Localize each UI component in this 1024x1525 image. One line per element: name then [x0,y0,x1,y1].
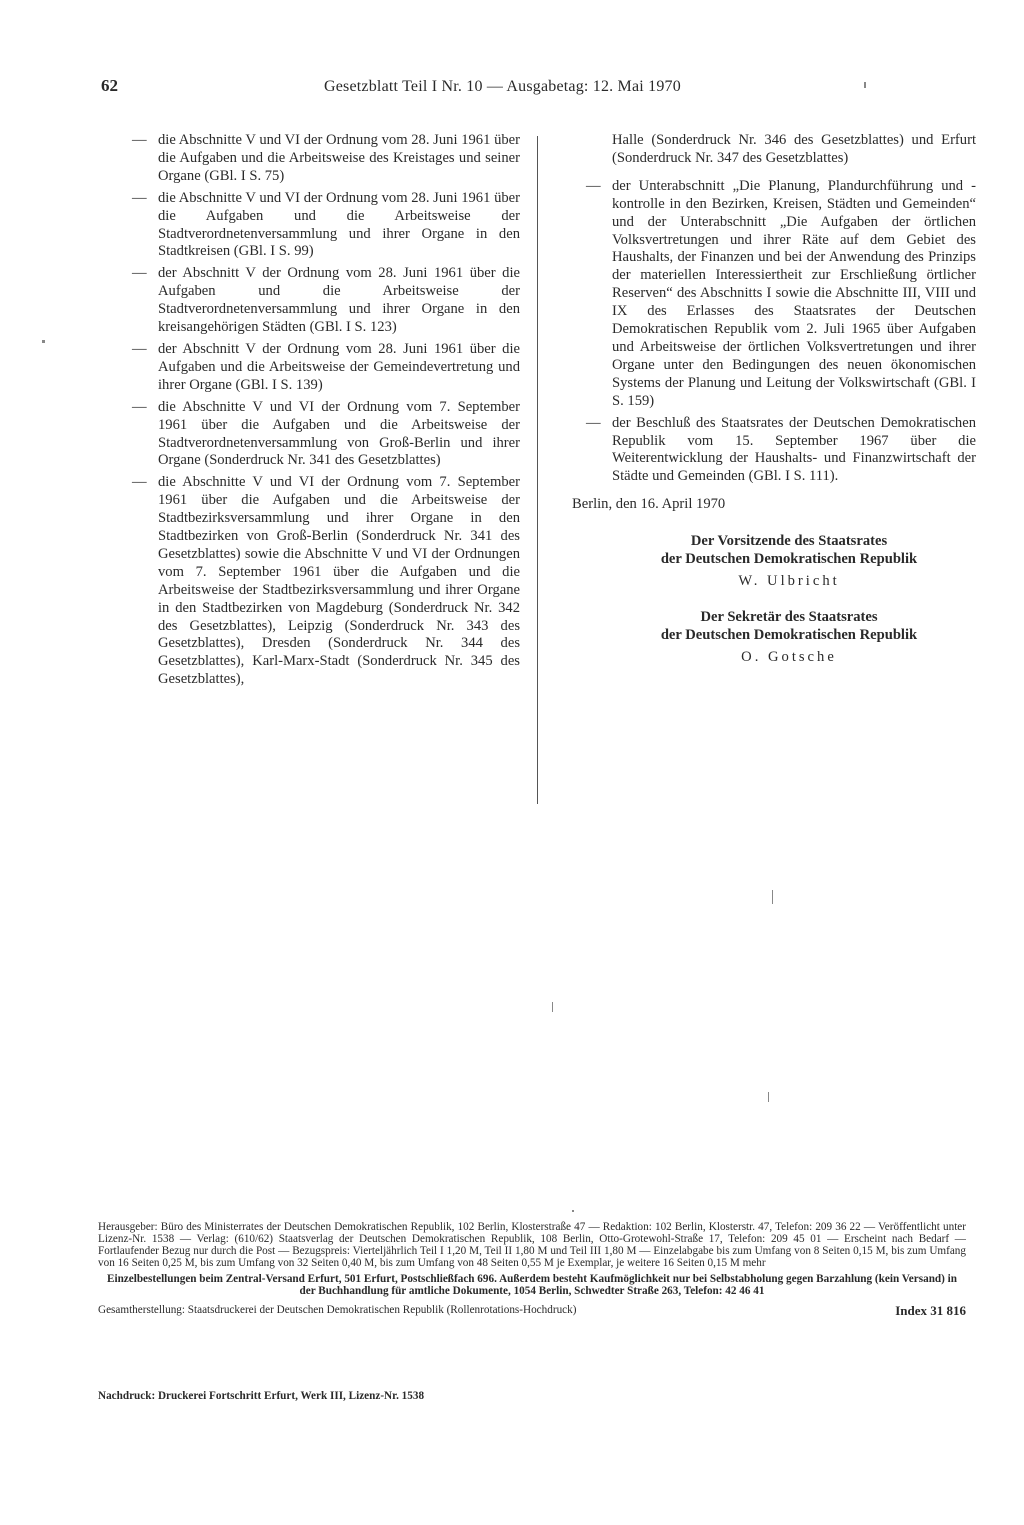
list-item-text: die Abschnitte V und VI der Ordnung vom 7. September 1961 über die Aufgaben und die Arbeitsweise der Stadtverordnetenversammlung von Groß-Berlin und ihrer Organe (Sonderdruck Nr. 341 des Gesetzblattes) [158,398,520,469]
print-speck [552,1002,553,1012]
printing-row [98,1305,966,1317]
signature-block-chairman [602,532,976,590]
dash-marker: — [132,189,147,206]
list-item [132,474,520,689]
imprint [98,1222,966,1317]
signature-block-secretary [602,608,976,666]
signature-title: der Deutschen Demokratischen Republik [660,627,918,644]
right-column [572,132,976,666]
dash-marker: — [586,414,601,431]
list-item-text: die Abschnitte V und VI der Ordnung vom 7. September 1961 über die Aufgaben und die Arbeitsweise der Stadtbezirksversammlung und ihrer Organe in den Stadtbezirken von Groß-Berlin (Sonderdruck Nr. 341 des Gesetzblattes) sowie die Abschnitte V und VI der Ordnungen vom 7. September 1961 über die Aufgaben und die Arbeitsweise der Stadtbezirksversammlung und ihrer Organe in den Stadtbezirken von Magdeburg (Sonderdruck Nr. 342 des Gesetzblattes), Leipzig (Sonderdruck Nr. 343 des Gesetzblattes), Dresden (Sonderdruck Nr. 344 des Gesetzblattes), Karl-Marx-Stadt (Sonderdruck Nr. 345 des Gesetzblattes), [158,474,520,688]
signature-title: Der Vorsitzende des Staatsrates [690,533,888,550]
place-date: Berlin, den 16. April 1970 [572,496,726,513]
print-speck [864,82,866,88]
printing-label: Gesamtherstellung: [98,1304,185,1317]
list-item-text: die Abschnitte V und VI der Ordnung vom 28. Juni 1961 über die Aufgaben und die Arbeitsweise der Stadtverordnetenversammlung und ihrer Organe in den Stadtkreisen (GBl. I S. 99) [158,189,520,260]
list-item [132,189,520,262]
list-item-text: der Beschluß des Staatsrates der Deutschen Demokratischen Republik vom 15. September 1967 über die Weiterentwicklung der Haushalts- und Finanzwirtschaft der Städte und Gemeinden (GBl. I S. 111). [612,414,976,485]
list-item [132,340,520,395]
index-number: Index 31 816 [895,1303,966,1319]
left-column [132,132,520,693]
publisher-text: Büro des Ministerrates der Deutschen Demokratischen Republik, 102 Berlin, Klosterstraße 47 — Redaktion: 102 Berlin, Klosterstr. 47, Telefon: 209 36 22 — Veröffentlicht unter Lizenz-Nr. 1538 — Verlag: (610/62) Staatsverlag der Deutschen Demokratischen Republik, 108 Berlin, Otto-Grotewohl-Straße 17, Telefon: 209 45 01 — Erscheint nach Bedarf — Fortlaufender Bezug nur durch die Post — Bezugspreis: Vierteljährlich Teil I 1,20 M, Teil II 1,80 M und Teil III 1,80 M — Einzelabgabe bis zum Umfang von 8 Seiten 0,15 M, bis zum Umfang von 16 Seiten 0,25 M, bis zum Umfang von 32 Seiten 0,40 M, bis zum Umfang von 48 Seiten 0,55 M je Exemplar, je weitere 16 Seiten 0,15 M mehr [98,1221,966,1269]
dash-marker: — [132,398,147,415]
orders-info: Einzelbestellungen beim Zentral-Versand Erfurt, 501 Erfurt, Postschließfach 696. Außerdem besteht Kaufmöglichkeit nur bei Selbstabholung gegen Barzahlung (kein Versand) in der Buchhandlung für amtliche Dokumente, 1054 Berlin, Schwedter Straße 263, Telefon: 42 46 41 [107,1272,957,1297]
printing-info [98,1305,576,1317]
printing-text: Staatsdruckerei der Deutschen Demokratischen Republik (Rollenrotations-Hochdruck) [187,1304,577,1317]
dash-marker: — [132,265,147,282]
list-item [132,265,520,337]
print-speck [42,340,45,343]
print-speck [772,890,773,904]
list-item-text: der Unterabschnitt „Die Planung, Plandurchführung und -kontrolle in den Bezirken, Kreisen, Städten und Gemeinden“ und der Unterabschnitt „Die Aufgaben der örtlichen Volksvertretungen und ihrer Räte auf dem Gebiet des Haushalts, der Finanzen und bei der Anwendung des Prinzips der materiellen Interessiertheit zur Erschließung örtlicher Reserven“ des Abschnitts I sowie die Abschnitte III, VIII und IX des Erlasses des Staatsrates der Deutschen Demokratischen Republik vom 2. Juli 1965 über Aufgaben und Arbeitsweise der örtlichen Volksvertretungen und ihrer Organe unter den Bedingungen des neuen ökonomischen Systems der Planung und Leitung der Volkswirtschaft (GBl. I S. 159) [612,177,976,409]
dash-marker: — [132,340,147,357]
dash-marker: — [586,177,601,194]
list-item [586,177,976,411]
publisher-info [98,1222,966,1270]
list-item-text: der Abschnitt V der Ordnung vom 28. Juni 1961 über die Aufgaben und die Arbeitsweise der Stadtverordnetenversammlung und ihrer Organe in den kreisangehörigen Städten (GBl. I S. 123) [158,265,520,336]
list-item [586,414,976,487]
list-item-text: der Abschnitt V der Ordnung vom 28. Juni 1961 über die Aufgaben und die Arbeitsweise der Gemeindevertretung und ihrer Organe (GBl. I S. 139) [158,340,520,393]
continued-text: Halle (Sonderdruck Nr. 346 des Gesetzblattes) und Erfurt (Sonderdruck Nr. 347 des Gesetzblattes) [612,132,976,166]
signature-title: der Deutschen Demokratischen Republik [660,551,918,568]
signatory-name: O. Gotsche [741,649,837,666]
signatory-name: W. Ulbricht [738,573,840,590]
reprint-info: Nachdruck: Druckerei Fortschritt Erfurt, Werk III, Lizenz-Nr. 1538 [98,1390,425,1402]
list-item [132,398,520,471]
print-speck [768,1092,769,1102]
page-number: 62 [101,76,118,95]
list-item [132,132,520,186]
signature-title: Der Sekretär des Staatsrates [700,609,878,626]
print-speck [572,1210,574,1212]
dash-marker: — [132,132,147,148]
publisher-label: Herausgeber: [98,1221,158,1233]
column-divider [537,136,538,804]
running-head: Gesetzblatt Teil I Nr. 10 — Ausgabetag: 12. Mai 1970 [324,78,681,95]
dash-marker: — [132,474,147,491]
list-item-text: die Abschnitte V und VI der Ordnung vom 28. Juni 1961 über die Aufgaben und die Arbeitsweise des Kreistages und seiner Organe (GBl. I S. 75) [158,132,520,184]
